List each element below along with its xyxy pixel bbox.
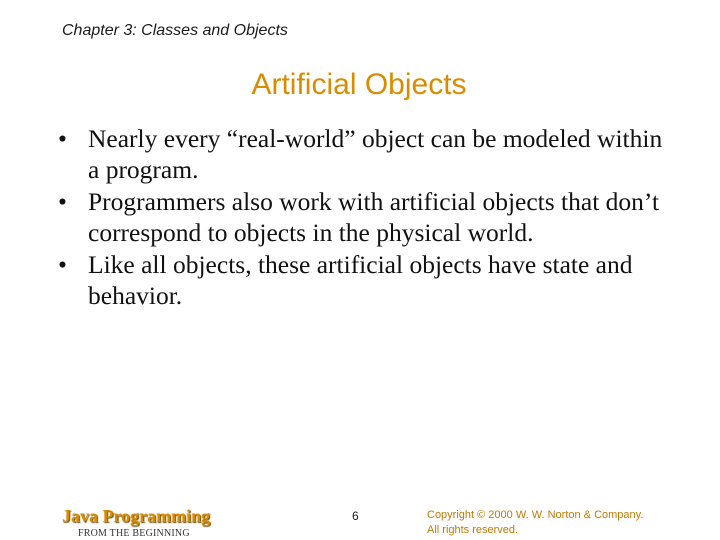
bullet-dot-icon: • [58,187,67,216]
copyright-notice [427,508,643,538]
slide-title: Artificial Objects [251,68,467,101]
bullet-dot-icon: • [58,250,67,279]
page-number: 6 [352,509,359,523]
bullet-list [58,124,668,313]
footer-brand-title: Java Programming [62,506,211,526]
footer-brand-subtitle: FROM THE BEGINNING [78,528,190,539]
bullet-text: Like all objects, these artificial objects have state and behavior. [88,250,633,310]
bullet-item [58,250,668,311]
bullet-item [58,124,668,185]
bullet-item [58,187,668,248]
copyright-line: Copyright © 2000 W. W. Norton & Company. [427,509,644,521]
bullet-text: Programmers also work with artificial objects that don’t correspond to objects in the physical world. [88,187,660,247]
rights-line: All rights reserved. [427,524,519,536]
bullet-text: Nearly every “real-world” object can be modeled within a program. [88,124,663,184]
bullet-dot-icon: • [58,124,67,153]
chapter-heading: Chapter 3: Classes and Objects [62,22,288,39]
